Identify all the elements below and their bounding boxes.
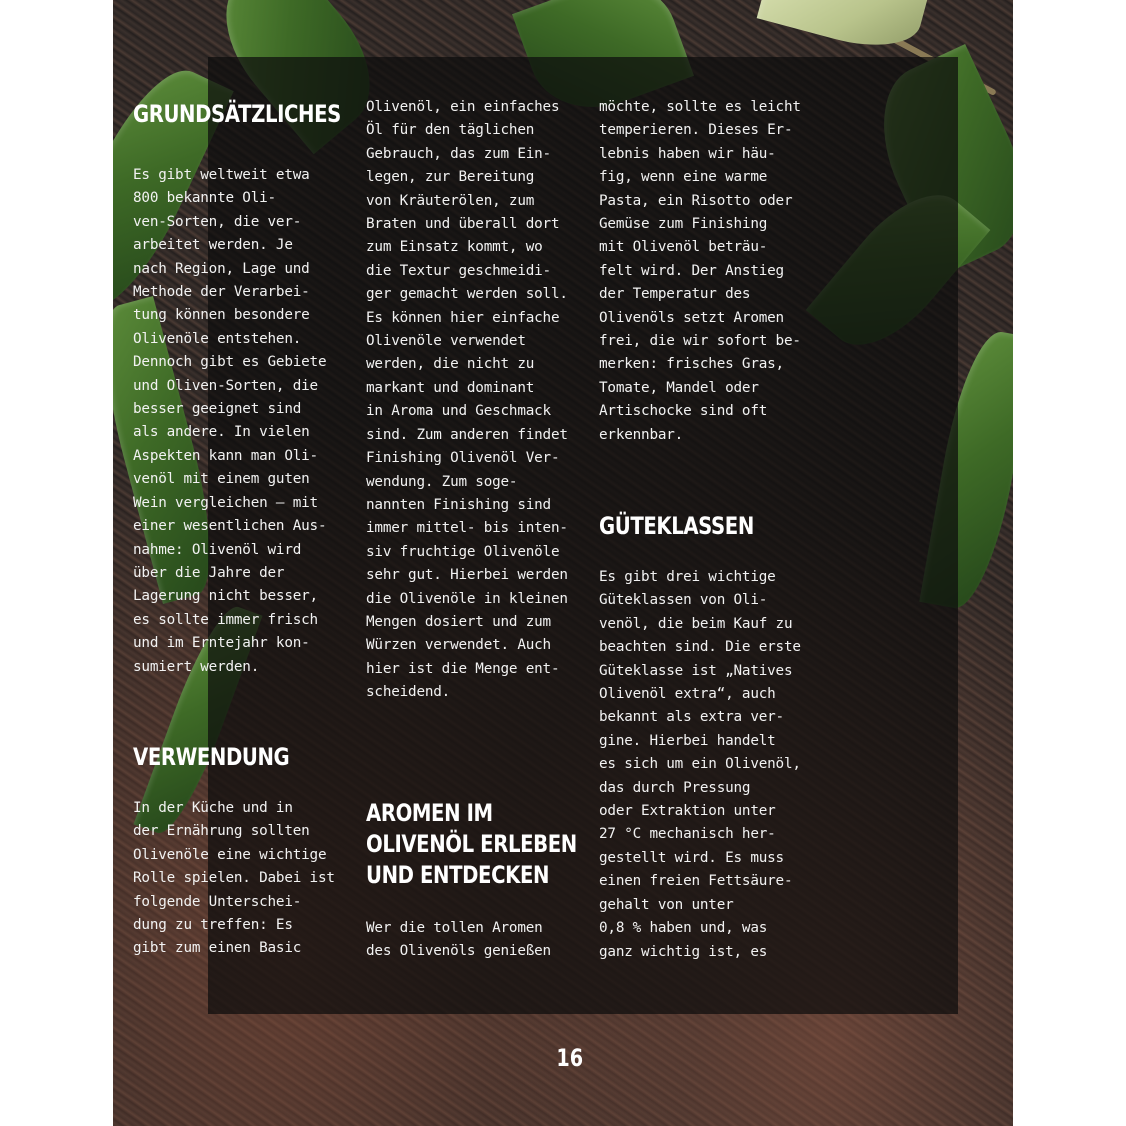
page-number: 16 — [556, 1044, 584, 1072]
paragraph-temperieren: möchte, sollte es leicht temperieren. Dieses Er- lebnis haben wir häu- fig, wenn eine warme Pasta, ein Risotto oder Gemüse zum Finishing mit Olivenöl beträu- felt wird. Der Anstieg der Temperatur des Olivenöls setzt Aromen frei, die wir sofort be- merken: frisches Gras, Tomate, Mandel oder Artischocke sind oft erkennbar. — [599, 99, 801, 443]
paragraph-aromen: Wer die tollen Aromen des Olivenöls genießen — [366, 920, 551, 960]
column-1 — [133, 99, 351, 130]
column-2-body-2 — [366, 917, 584, 964]
heading-aromen-line-3: UND ENTDECKEN — [366, 861, 550, 889]
column-2 — [366, 96, 584, 705]
column-1-body-2 — [133, 797, 351, 961]
paragraph-grundsaetzliches: Es gibt weltweit etwa 800 bekannte Oli- ven-Sorten, die ver- arbeitet werden. Je nach Region, Lage und Methode der Verarbei- tung können besondere Olivenöle entstehen. Dennoch gibt es Gebiete und Oliven-Sorten, die besser geeignet sind als andere. In vielen Aspekten kann man Oli- venöl mit einem guten Wein vergleichen – mit einer wesentlichen Aus- nahme: Olivenöl wird über die Jahre der Lagerung nicht besser, es sollte immer frisch und im Erntejahr kon- sumiert werden. — [133, 167, 327, 675]
column-3-body-2 — [599, 566, 817, 964]
heading-aromen-line-2: OLIVENÖL ERLEBEN — [366, 830, 577, 858]
heading-verwendung: VERWENDUNG — [133, 743, 290, 771]
paragraph-gueteklassen: Es gibt drei wichtige Güteklassen von Oli- venöl, die beim Kauf zu beachten sind. Die erste Güteklasse ist „Natives Olivenöl extra“, auch bekannt als extra ver- gine. Hierbei handelt es sich um ein Olivenöl, das durch Pressung oder Extraktion unter 27 °C mechanisch her- gestellt wird. Es muss einen freien Fettsäure- gehalt von unter 0,8 % haben und, was ganz wichtig ist, es — [599, 569, 801, 960]
heading-aromen-line-1: AROMEN IM — [366, 799, 493, 827]
paragraph-verwendung: In der Küche und in der Ernährung sollten Olivenöle eine wichtige Rolle spielen. Dabei ist folgende Unterschei- dung zu treffen: Es gibt zum einen Basic — [133, 800, 335, 957]
olive-leaf — [757, 0, 930, 60]
heading-gueteklassen: GÜTEKLASSEN — [599, 512, 754, 540]
heading-grundsaetzliches: GRUNDSÄTZLICHES — [133, 100, 341, 128]
paragraph-olivenoel-verwendung: Olivenöl, ein einfaches Öl für den täglichen Gebrauch, das zum Ein- legen, zur Bereitung von Kräuterölen, zum Braten und überall dort zum Einsatz kommt, wo die Textur geschmeidi- ger gemacht werden soll. Es können hier einfache Olivenöle verwendet werden, die nicht zu markant und dominant in Aroma und Geschmack sind. Zum anderen findet Finishing Olivenöl Ver- wendung. Zum soge- nannten Finishing sind immer mittel- bis inten- siv fruchtige Olivenöle sehr gut. Hierbei werden die Olivenöle in kleinen Mengen dosiert und zum Würzen verwendet. Auch hier ist die Menge ent- scheidend. — [366, 99, 568, 701]
column-2-section-2 — [366, 798, 584, 891]
column-1-section-2 — [133, 742, 351, 773]
column-3 — [599, 96, 817, 447]
column-1-body — [133, 164, 351, 679]
column-3-section-2 — [599, 511, 817, 542]
